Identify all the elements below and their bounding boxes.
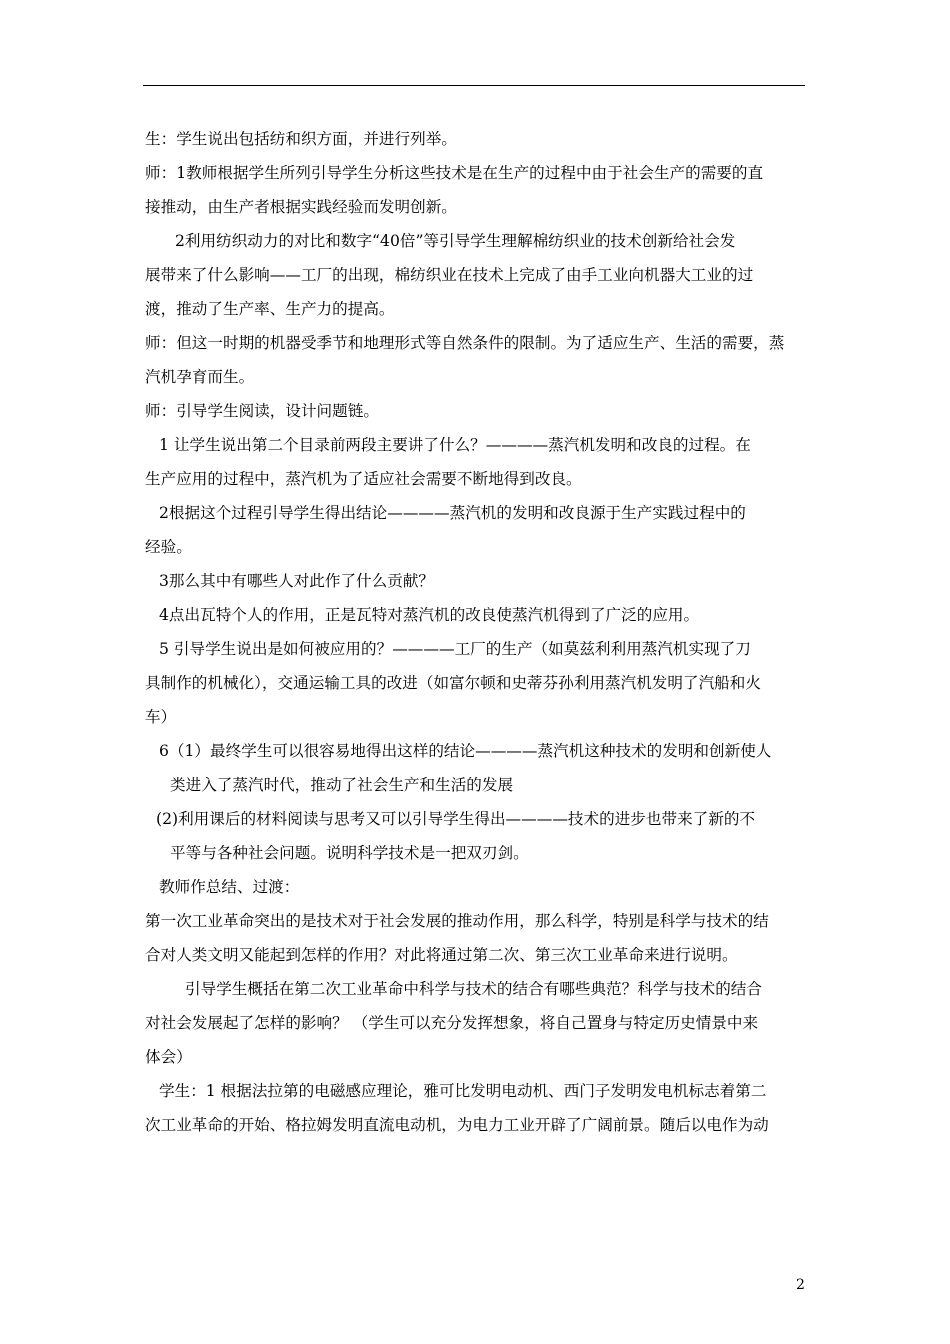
header-rule: [143, 85, 805, 86]
text-line: 汽机孕育而生。: [145, 368, 255, 386]
text-line: (2)利用课后的材料阅读与思考又可以引导学生得出————技术的进步也带来了新的不: [156, 810, 756, 828]
text-line: 2利用纺织动力的对比和数字“40倍”等引导学生理解棉纺织业的技术创新给社会发: [175, 232, 736, 250]
text-line: 4点出瓦特个人的作用，正是瓦特对蒸汽机的改良使蒸汽机得到了广泛的应用。: [159, 606, 700, 624]
text-line: 师：1教师根据学生所列引导学生分析这些技术是在生产的过程中由于社会生产的需要的直: [145, 164, 764, 182]
text-line: 生产应用的过程中，蒸汽机为了适应社会需要不断地得到改良。: [145, 470, 582, 488]
text-line: 2根据这个过程引导学生得出结论————蒸汽机的发明和改良源于生产实践过程中的: [159, 504, 746, 522]
text-line: 接推动，由生产者根据实践经验而发明创新。: [145, 198, 457, 216]
text-line: 展带来了什么影响——工厂的出现，棉纺织业在技术上完成了由手工业向机器大工业的过: [145, 266, 754, 284]
text-line: 6（1）最终学生可以很容易地得出这样的结论————蒸汽机这种技术的发明和创新使人: [159, 742, 772, 760]
text-line: 引导学生概括在第二次工业革命中科学与技术的结合有哪些典范？科学与技术的结合: [185, 980, 762, 998]
text-line: 合对人类文明又能起到怎样的作用？对此将通过第二次、第三次工业革命来进行说明。: [145, 946, 738, 964]
text-line: 第一次工业革命突出的是技术对于社会发展的推动作用，那么科学，特别是科学与技术的结: [145, 912, 769, 930]
text-line: 学生：1 根据法拉第的电磁感应理论，雅可比发明电动机、西门子发明发电机标志着第二: [159, 1082, 767, 1100]
text-line: 次工业革命的开始、格拉姆发明直流电动机，为电力工业开辟了广阔前景。随后以电作为动: [145, 1116, 769, 1134]
text-line: 对社会发展起了怎样的影响？ （学生可以充分发挥想象，将自己置身与特定历史情景中来: [145, 1014, 759, 1032]
text-line: 体会）: [145, 1048, 192, 1066]
text-line: 平等与各种社会问题。说明科学技术是一把双刃剑。: [170, 844, 529, 862]
text-line: 师：引导学生阅读，设计问题链。: [145, 402, 379, 420]
text-line: 车）: [145, 708, 177, 726]
text-line: 具制作的机械化），交通运输工具的改进（如富尔顿和史蒂芬孙利用蒸汽机发明了汽船和火: [145, 674, 761, 692]
text-line: 经验。: [145, 538, 192, 556]
text-line: 1 让学生说出第二个目录前两段主要讲了什么？————蒸汽机发明和改良的过程。在: [159, 436, 751, 454]
text-line: 3那么其中有哪些人对此作了什么贡献？: [159, 572, 435, 590]
text-line: 教师作总结、过渡：: [159, 878, 300, 896]
body-text: [145, 122, 809, 1142]
text-line: 5 引导学生说出是如何被应用的？————工厂的生产（如莫兹利利用蒸汽机实现了刀: [159, 640, 751, 658]
page-number: 2: [796, 1277, 805, 1293]
text-line: 师：但这一时期的机器受季节和地理形式等自然条件的限制。为了适应生产、生活的需要，蒸: [145, 334, 785, 352]
text-line: 生：学生说出包括纺和织方面，并进行列举。: [145, 130, 457, 148]
text-line: 类进入了蒸汽时代，推动了社会生产和生活的发展: [170, 776, 514, 794]
text-line: 渡，推动了生产率、生产力的提高。: [145, 300, 395, 318]
